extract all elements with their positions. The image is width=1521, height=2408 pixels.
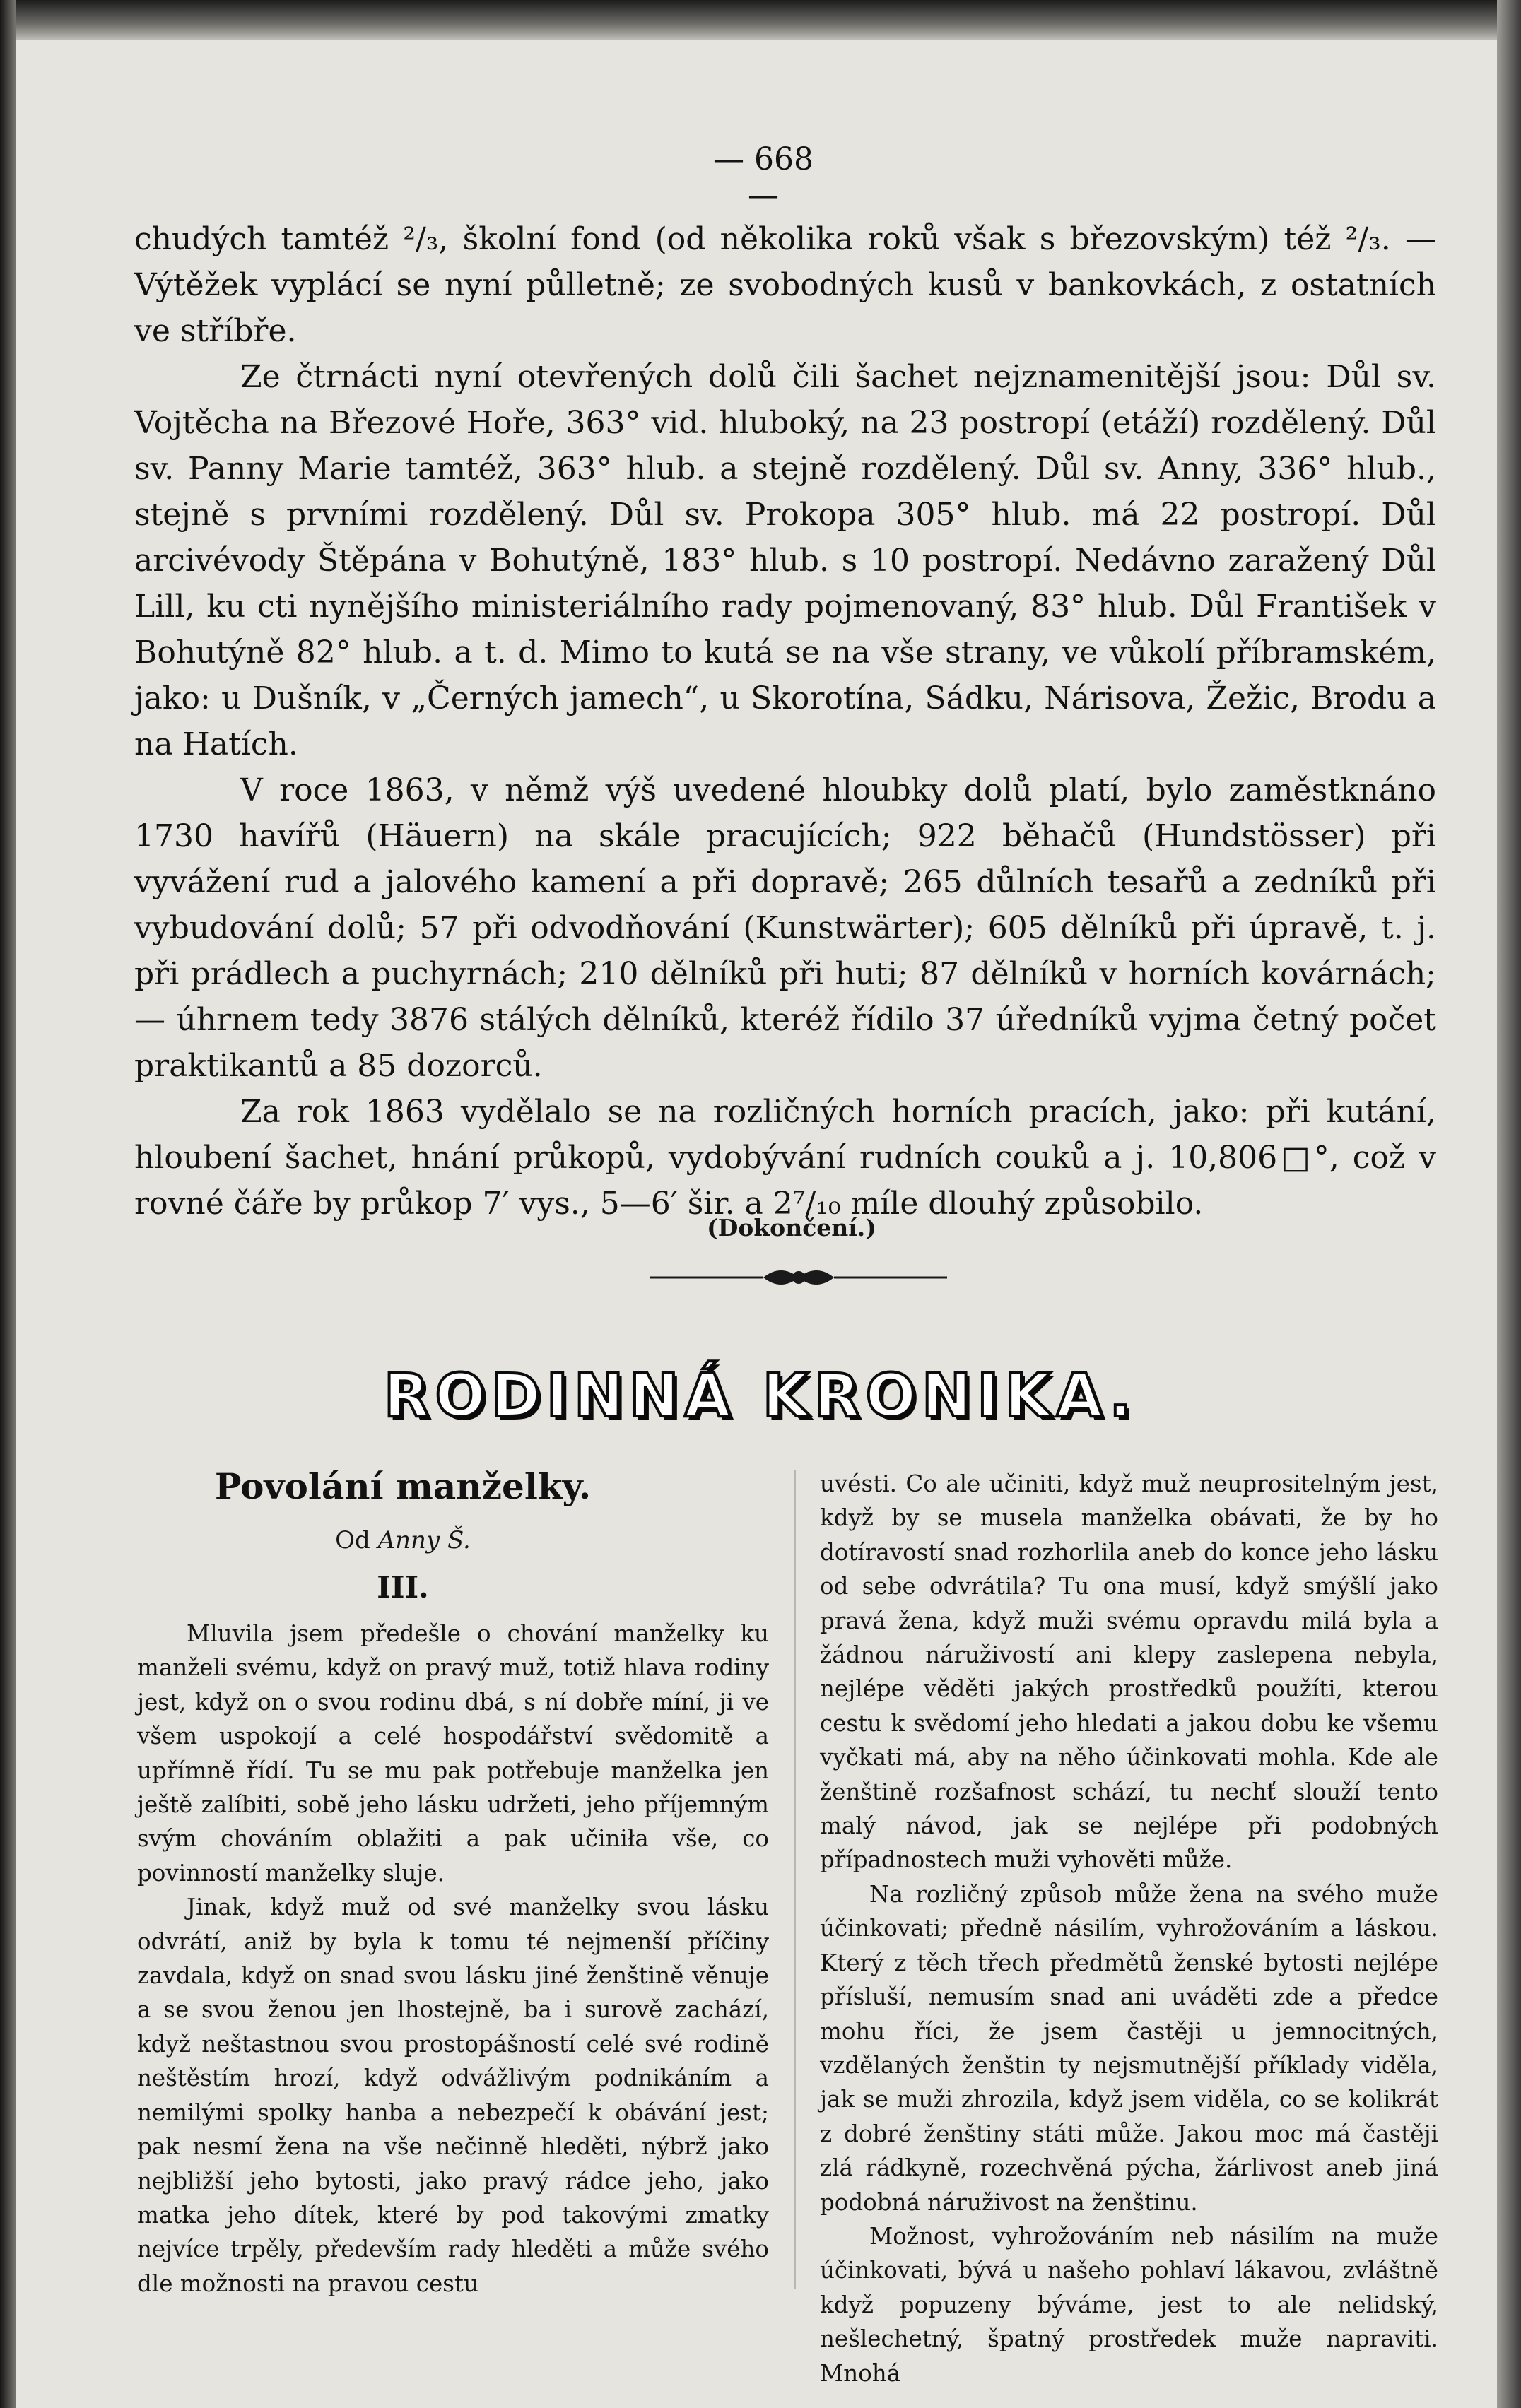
paragraph-3: V roce 1863, v němž výš uvedené hloubky dolů platí, bylo zaměstknáno 1730 havířů (Häuern) na skále pracujících; 922 běhačů (Hundstösser) při vyvážení rud a jalového kamení a při dopravě; 265 důlních tesařů a zedníků při vybudování dolů; 57 při odvodňování (Kunstwärter); 605 dělníků při úpravě, t. j. při prádlech a puchyrnách; 210 dělníků při huti; 87 dělníků v horních kovárnách; — úhrnem tedy 3876 stálých dělníků, kteréž řídilo 37 úředníků vyjma četný počet praktikantů a 85 dozorců. [134,772,1436,1084]
page-number: — 668 — [713,141,814,213]
continued-article-text [134,216,1436,1227]
article-column-right [820,1467,1438,2390]
right-paragraph-2: Na rozličný způsob může žena na svého muže účinkovati; předně násilím, vyhrožováním a láskou. Který z těch třech předmětů ženské bytosti nejlépe přísluší, nemusím snad ani uváděti zde a předce mohu říci, že jsem častěji u jemnocitných, vzdělaných ženštin ty nejsmutnější příklady viděla, jak se muži zhrozila, když jsem viděla, co se kolikrát z dobré ženštiny státi může. Jakou moc má častěji zlá rádkyně, rozechvěná pýcha, žárlivost aneb jiná podobná náruživost na ženštinu. [820,1880,1438,2216]
paragraph-2: Ze čtrnácti nyní otevřených dolů čili šachet nejznamenitější jsou: Důl sv. Vojtěcha na Březové Hoře, 363° vid. hluboký, na 23 postropí (etáží) rozdělený. Důl sv. Panny Marie tamtéž, 363° hlub. a stejně rozdělený. Důl sv. Anny, 336° hlub., stejně s prvními rozdělený. Důl sv. Prokopa 305° hlub. má 22 postropí. Důl arcivévody Štěpána v Bohutýně, 183° hlub. s 10 postropí. Nedávno zaražený Důl Lill, ku cti nynějšího ministeriálního rady pojmenovaný, 83° hlub. Důl František v Bohutýně 82° hlub. a t. d. Mimo to kutá se na vše strany, ve vůkolí příbramském, jako: u Dušník, v „Černých jamech“, u Skorotína, Sádku, Nárisova, Žežic, Brodu a na Hatích. [134,359,1436,762]
ornament-divider-icon [650,1260,947,1295]
left-paragraph-1: Mluvila jsem předešle o chování manželky ku manželi svému, když on pravý muž, totiž hlava rodiny jest, když on o svou rodinu dbá, s ní dobře míní, ji ve všem uspokojí a celé hospodářství svědomitě a upřímně řídí. Tu se mu pak potřebuje manželka jen ještě zalíbiti, sobě jeho lásku udržeti, jeho příjemným svým chováním oblažiti a pak učiniła vše, co povinností manželky sluje. [137,1620,769,1887]
scan-edge-left [0,0,16,2408]
paragraph-1: chudých tamtéž ²/₃, školní fond (od několika roků však s březovským) též ²/₃. — Výtěžek vyplácí se nyní půlletně; ze svobodných kusů v bankovkách, z ostatních ve stříbře. [134,221,1436,349]
section-title: RODINNÁ KRONIKA. [383,1361,1138,1430]
author-prefix: Od [335,1526,370,1554]
left-paragraph-2: Jinak, když muž od své manželky svou lásku odvrátí, aniž by byla k tomu té nejmenší příčiny zavdala, když on snad svou lásku jiné ženštině věnuje a se svou ženou jen lhostejně, ba i surově zachází, když neštastnou svou prostopášností celé své rodině neštěstím hrozí, když odvážlivým podnikáním a nemilými spolky hanba a nebezpečí k obávání jest; pak nesmí žena na vše nečinně hleděti, nýbrž jako nejbližší jeho bytosti, jako pravý rádce jeho, jako matka jeho dítek, které by pod takovými zmatky nejvíce trpěly, především rady hleděti a může svého dle možnosti na pravou cestu [137,1894,769,2297]
article-author [134,1526,671,1554]
right-paragraph-3: Možnost, vyhrožováním neb násilím na muže účinkovati, bývá u našeho pohlaví lákavou, zvláštně když popuzeny býváme, jest to ale nelidský, nešlechetný, špatný prostředek muže napraviti. Mnohá [820,2222,1438,2387]
column-divider [794,1470,796,2289]
author-name: Anny Š. [377,1526,471,1554]
continuation-note: (Dokončení.) [707,1214,876,1241]
article-part-number: III. [377,1570,429,1605]
article-column-left [137,1617,769,2301]
article-title: Povolání manželky. [214,1465,592,1507]
right-paragraph-1: uvésti. Co ale učiniti, když muž neuprositelným jest, když by se musela manželka obávati, že by ho dotíravostí snad rozhorlila aneb do konce jeho lásku od sebe odvrátila? Tu ona musí, když smýšlí jako pravá žena, když muži svému opravdu milá byla a žádnou náruživostí ani klepy zaslepena nebyla, nejlépe věděti jakých prostředků použíti, kterou cestu k svědomí jeho hledati a jakou dobu ke všemu vyčkati má, aby na něho účinkovati mohla. Kde ale ženštině rozšafnost schází, tu nechť slouží tento malý návod, jak se nejlépe při podobných případnostech muži vyhověti může. [820,1470,1438,1874]
scan-edge-right [1497,0,1521,2408]
paragraph-4: Za rok 1863 vydělalo se na rozličných horních pracích, jako: při kutání, hloubení šachet, hnání průkopů, vydobývání rudních couků a j. 10,806□°, což v rovné čáře by průkop 7′ vys., 5—6′ šir. a 2⁷/₁₀ míle dlouhý způsobilo. [134,1094,1436,1222]
scan-edge-top [0,0,1521,40]
